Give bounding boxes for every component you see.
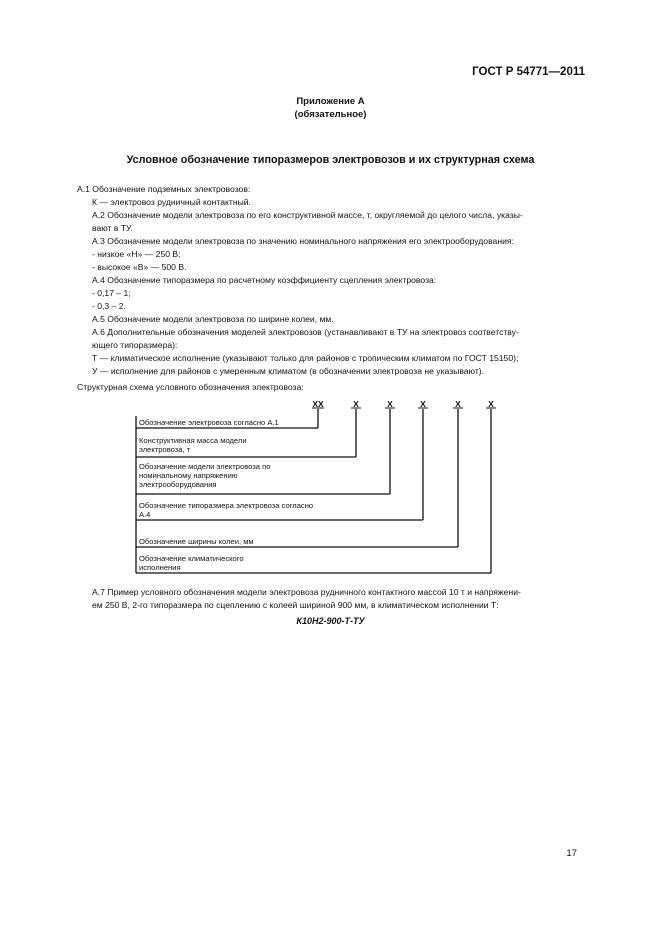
paragraph: А.3 Обозначение модели электровоза по значению номинального напряжения его электрооборудования: [92, 236, 514, 246]
diagram-label: Обозначение ширины колеи, мм [139, 537, 254, 546]
paragraph: У — исполнение для районов с умеренным климатом (в обозначении электровоза не указывают). [92, 366, 485, 376]
example-formula: К10Н2-900-Т-ТУ [296, 616, 365, 626]
paragraph: - высокое «В» — 500 В. [92, 262, 187, 272]
page-number: 17 [566, 848, 577, 859]
paragraph: А.1 Обозначение подземных электровозов: [77, 184, 251, 194]
paragraph: Т — климатическое исполнение (указывают только для районов с тропическим климатом по ГОСТ 15150); [92, 353, 519, 363]
example-text [77, 586, 600, 612]
paragraph: А.5 Обозначение модели электровоза по ширине колеи, мм. [92, 314, 334, 324]
page-title: Условное обозначение типоразмеров электровозов и их структурная схема [126, 154, 535, 166]
code-x: X [455, 399, 461, 409]
paragraph: ем 250 В, 2-го типоразмера по сцеплению с колеей шириной 900 мм, в климатическом исполнении Т: [92, 600, 499, 610]
diagram-label: Обозначение модели электровоза по номинальному напряжению электрооборудования [139, 462, 271, 489]
paragraph: вают в ТУ. [92, 223, 133, 233]
appendix-name: Приложение А [296, 96, 365, 107]
schema-intro: Структурная схема условного обозначения электровоза: [77, 382, 304, 392]
paragraph: А.7 Пример условного обозначения модели электровоза рудничного контактного массой 10 т и напряжени- [92, 587, 521, 597]
paragraph: ющего типоразмера): [92, 340, 178, 350]
code-x: X [387, 399, 393, 409]
code-x: X [488, 399, 494, 409]
code-xx: XX [312, 399, 324, 409]
paragraph: - 0,3 – 2. [92, 301, 126, 311]
diagram-label: Обозначение типоразмера электровоза согласно А.4 [139, 501, 314, 519]
paragraph: - низкое «Н» — 250 В; [92, 249, 181, 259]
diagram-label: Обозначение электровоза согласно А.1 [139, 418, 279, 427]
paragraph: А.2 Обозначение модели электровоза по его конструктивной массе, т, округляемой до целого числа, указы- [92, 210, 523, 220]
standard-code: ГОСТ Р 54771—2011 [472, 66, 585, 78]
diagram-label: Конструктивная масса модели электровоза, т [139, 436, 247, 454]
diagram-label: Обозначение климатического исполнения [139, 554, 244, 572]
paragraph: К — электровоз рудничный контактный. [92, 197, 251, 207]
appendix-status: (обязательное) [294, 109, 367, 120]
paragraph: А.6 Дополнительные обозначения моделей электровозов (устанавливают в ТУ на электровоз соответству- [92, 327, 519, 337]
paragraph: - 0,17 – 1; [92, 288, 131, 298]
code-x: X [420, 399, 426, 409]
paragraph: А.4 Обозначение типоразмера по расчетному коэффициенту сцепления электровоза: [92, 275, 437, 285]
code-x: X [353, 399, 359, 409]
